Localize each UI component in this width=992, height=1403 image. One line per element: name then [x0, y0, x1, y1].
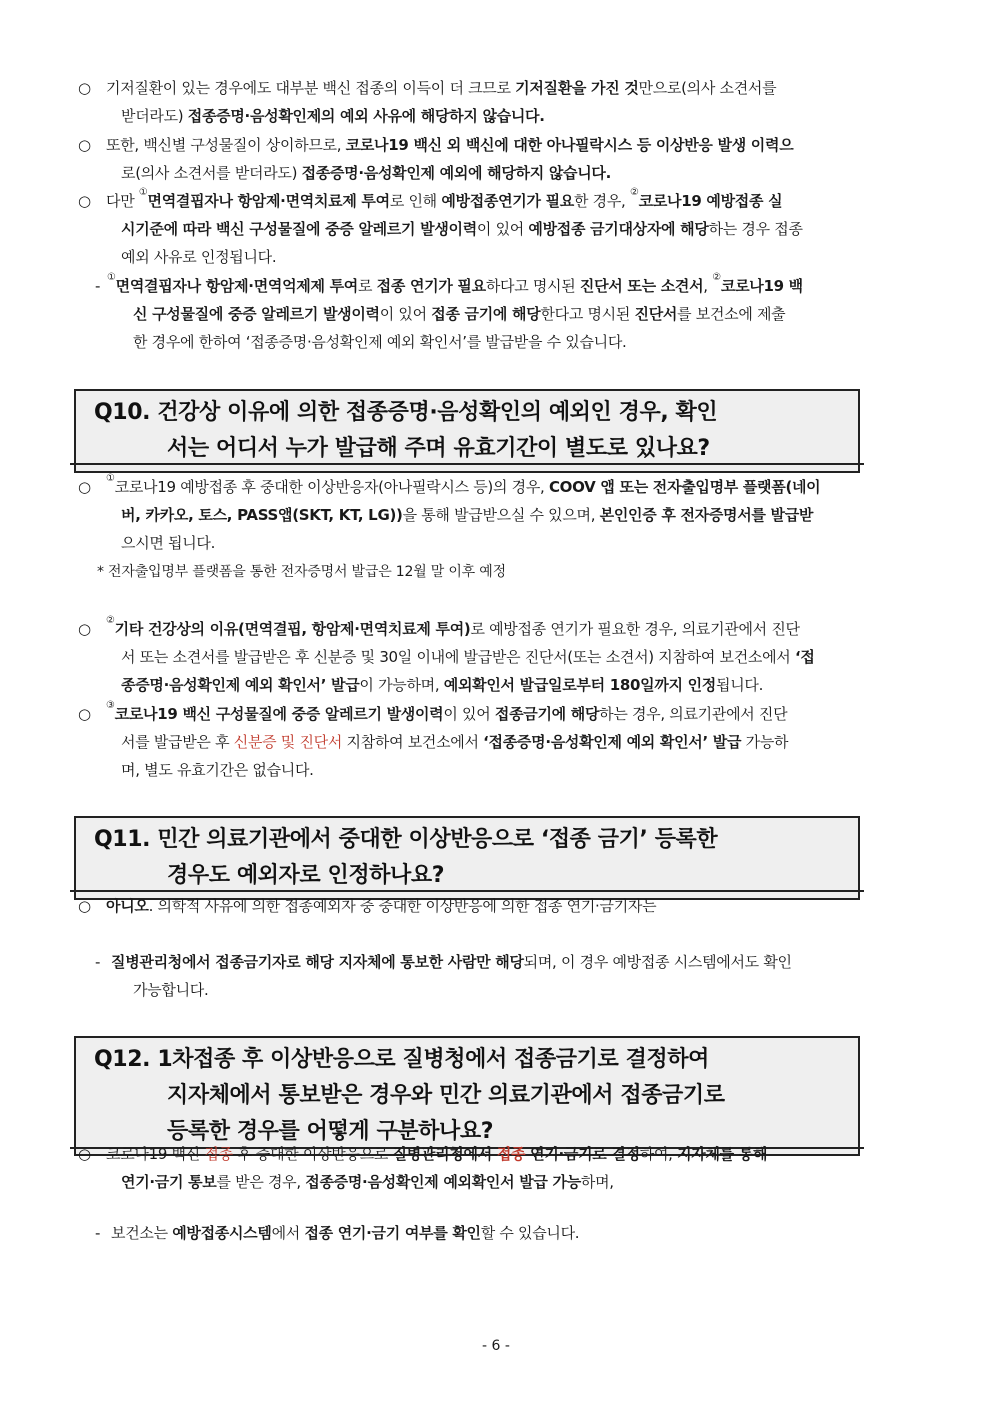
- question-title-continued: 등록한 경우를 어떻게 구분하나요?: [167, 1119, 494, 1144]
- paragraph-answer-no: ○ 아니오. 의학적 사유에 의한 접종예외자 중 중대한 이상반응에 의한 접종 연기·금기자는: [78, 892, 923, 920]
- bullet-circle: ○: [78, 79, 91, 97]
- paragraph-exception-cases: ○ 다만 ①면역결핍자나 항암제·면역치료제 투여로 인해 예방접종연기가 필요한 경우, ②코로나19 예방접종 실 시기준에 따라 백신 구성물질에 중증 알레르기 발생이력이 있어 예방접종 금기대상자에 해당하는 경우 접종 예외 사유로 인정됩니다.: [78, 187, 803, 266]
- bullet-circle: ○: [78, 192, 91, 210]
- emphasis-red: 신분증 및 진단서: [233, 733, 343, 751]
- paragraph-other-vaccines: ○ 또한, 백신별 구성물질이 상이하므로, 코로나19 백신 외 백신에 대한 아나필락시스 등 이상반응 발생 이력으 로(의사 소견서를 받더라도) 접종증명·음성확인제 예외에 해당하지 않습니다.: [78, 131, 923, 187]
- question-title: Q11. 민간 의료기관에서 중대한 이상반응으로 ‘접종 금기’ 등록한: [94, 827, 718, 852]
- page-number: - 6 -: [482, 1338, 510, 1354]
- bullet-circle: ○: [78, 620, 91, 638]
- bullet-circle: ○: [78, 705, 91, 723]
- bullet-circle: ○: [78, 136, 91, 154]
- question-box-underline: [70, 463, 864, 465]
- bullet-dash: -: [95, 1224, 101, 1242]
- subparagraph-kdca-notification: - 질병관리청에서 접종금기자로 해당 지자체에 통보한 사람만 해당되며, 이 경우 예방접종 시스템에서도 확인 가능합니다.: [95, 948, 923, 1004]
- footnote-platform: * 전자출입명부 플랫폼을 통한 전자증명서 발급은 12월 말 이후 예정: [97, 564, 506, 580]
- question-title: Q10. 건강상 이유에 의한 접종증명·음성확인의 예외인 경우, 확인: [94, 400, 718, 425]
- bullet-circle: ○: [78, 897, 91, 915]
- question-title-continued: 서는 어디서 누가 발급해 주며 유효기간이 별도로 있나요?: [167, 436, 710, 461]
- question-box-q12: [74, 1036, 860, 1156]
- paragraph-electronic-certificate: ○ ①코로나19 예방접종 후 중대한 이상반응자(아나필락시스 등)의 경우, COOV 앱 또는 전자출입명부 플랫폼(네이 버, 카카오, 토스, PASS앱(SKT, KT, LG))을 통해 발급받으실 수 있으며, 본인인증 후 전자증명서를 발급받 으시면 됩니다.: [78, 473, 821, 552]
- paragraph-underlying-condition: ○ 기저질환이 있는 경우에도 대부분 백신 접종의 이득이 더 크므로 기저질환을 가진 것만으로(의사 소견서를 받더라도) 접종증명·음성확인제의 예외 사유에 해당하지 않습니다.: [78, 74, 923, 130]
- question-title: Q12. 1차접종 후 이상반응으로 질병청에서 접종금기로 결정하여: [94, 1047, 709, 1072]
- emphasis-red: 접종: [496, 1145, 526, 1163]
- question-box-q10: [74, 389, 860, 473]
- question-box-q11: [74, 816, 860, 900]
- paragraph-allergy: ○ ③코로나19 백신 구성물질에 중증 알레르기 발생이력이 있어 접종금기에 해당하는 경우, 의료기관에서 진단 서를 발급받은 후 신분증 및 진단서 지참하여 보건소에서 ‘접종증명·음성확인제 예외 확인서’ 발급 가능하 며, 별도 유효기간은 없습니다.: [78, 700, 789, 779]
- emphasis-red: 접종: [204, 1145, 233, 1163]
- bullet-dash: -: [95, 277, 101, 295]
- question-title-continued: 경우도 예외자로 인정하나요?: [167, 863, 445, 888]
- bullet-circle: ○: [78, 1145, 91, 1163]
- question-title-continued: 지자체에서 통보받은 경우와 민간 의료기관에서 접종금기로: [167, 1083, 725, 1108]
- bullet-circle: ○: [78, 478, 91, 496]
- subparagraph-documents: - ①면역결핍자나 항암제·면역억제제 투여로 접종 연기가 필요하다고 명시된 진단서 또는 소견서, ②코로나19 백 신 구성물질에 중증 알레르기 발생이력이 있어 접종 금기에 해당한다고 명시된 진단서를 보건소에 제출 한 경우에 한하여 ‘접종증명·음성확인제 예외 확인서’를 발급받을 수 있습니다.: [95, 272, 803, 351]
- paragraph-other-health-reasons: ○ ②기타 건강상의 이유(면역결핍, 항암제·면역치료제 투여)로 예방접종 연기가 필요한 경우, 의료기관에서 진단 서 또는 소견서를 발급받은 후 신분증 및 30일 이내에 발급받은 진단서(또는 소견서) 지참하여 보건소에서 ‘접 종증명·음성확인제 예외 확인서’ 발급이 가능하며, 예외확인서 발급일로부터 180일까지 인정됩니다.: [78, 615, 815, 694]
- paragraph-kdca-decision: ○ 코로나19 백신 접종 후 중대한 이상반응으로 질병관리청에서 접종 연기·금기로 결정하여, 지자체를 통해 연기·금기 통보를 받은 경우, 접종증명·음성확인제 예외확인서 발급 가능하며,: [78, 1140, 923, 1196]
- subparagraph-health-center: - 보건소는 예방접종시스템에서 접종 연기·금기 여부를 확인할 수 있습니다.: [95, 1219, 923, 1247]
- bullet-dash: -: [95, 953, 101, 971]
